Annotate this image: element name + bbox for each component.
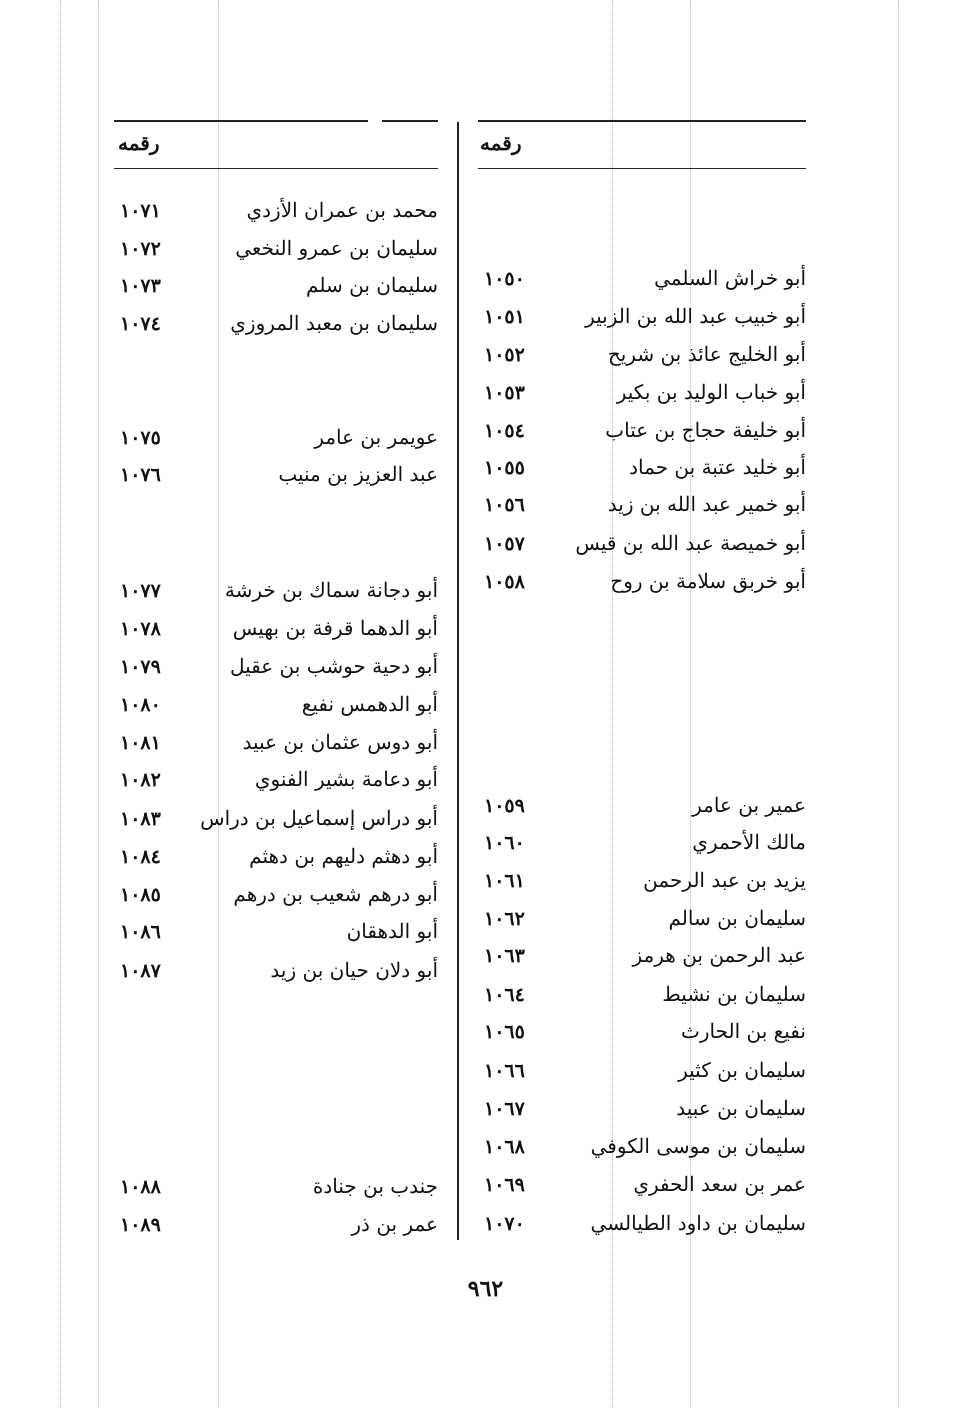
index-entry [116,236,438,266]
entry-name: أبو درهم شعيب بن درهم [233,882,438,906]
top-rule-left-short [382,120,438,122]
entry-name: أبو خليفة حجاج بن عتاب [605,418,806,442]
entry-number: ١٠٦٦ [484,1060,525,1082]
entry-number: ١٠٧٢ [120,238,161,260]
index-entry [480,1058,806,1088]
entry-number: ١٠٧١ [120,200,161,222]
entry-name: أبو دجانة سماك بن خرشة [224,578,438,602]
entry-name: أبو الدهمس نفيع [301,692,438,716]
index-entry [116,198,438,228]
index-entry [480,1019,806,1049]
index-entry [480,943,806,973]
index-entry [116,1174,438,1204]
index-entry [116,273,438,303]
entry-number: ١٠٨٤ [120,846,161,868]
scan-dots [898,0,899,1408]
entry-name: عبد العزيز بن منيب [278,462,438,486]
index-entry [116,958,438,988]
entry-number: ١٠٥٠ [484,268,525,290]
index-entry [480,455,806,485]
entry-name: أبو خباب الوليد بن بكير [616,380,806,404]
entry-number: ١٠٨٢ [120,769,161,791]
entry-number: ١٠٥٥ [484,457,525,479]
index-entry [480,418,806,448]
entry-name: أبو دوس عثمان بن عبيد [242,730,438,754]
index-entry [480,793,806,823]
entry-name: يزيد بن عبد الرحمن [643,868,806,892]
top-rule-left [114,120,368,122]
entry-name: سليمان بن موسى الكوفي [590,1134,806,1158]
entry-number: ١٠٦٥ [484,1021,525,1043]
entry-number: ١٠٨٩ [120,1214,161,1236]
index-entry [116,425,438,455]
entry-name: مالك الأحمري [692,830,806,854]
entry-name: عمير بن عامر [692,793,806,817]
entry-number: ١٠٨١ [120,732,161,754]
entry-name: أبو دراس إسماعيل بن دراس [200,806,438,830]
index-entry [480,868,806,898]
entry-name: محمد بن عمران الأزدي [246,198,438,222]
entry-number: ١٠٥٧ [484,533,525,555]
entry-name: أبو خليد عتبة بن حماد [629,455,806,479]
entry-number: ١٠٦٨ [484,1136,525,1158]
index-entry [116,844,438,874]
index-entry [480,531,806,561]
index-entry [116,730,438,760]
index-entry [480,1172,806,1202]
entry-number: ١٠٧٨ [120,618,161,640]
entry-number: ١٠٥٢ [484,344,525,366]
index-entry [480,1096,806,1126]
entry-name: سليمان بن كثير [678,1058,806,1082]
column-divider [457,122,459,1240]
index-entry [480,266,806,296]
entry-name: نفيع بن الحارث [680,1019,806,1043]
index-entry [116,882,438,912]
entry-number: ١٠٧٠ [484,1213,525,1235]
entry-name: عمر بن سعد الحفري [633,1172,806,1196]
scan-dots [98,0,99,1408]
left-column-header: رقمه [118,131,160,155]
entry-number: ١٠٦٩ [484,1174,525,1196]
entry-name: أبو دلان حيان بن زيد [270,958,438,982]
entry-name: أبو الخليج عائذ بن شريح [607,342,806,366]
entry-number: ١٠٦٠ [484,832,525,854]
entry-name: أبو دهثم دليهم بن دهثم [249,844,438,868]
index-entry [480,982,806,1012]
index-entry [116,919,438,949]
entry-number: ١٠٥٩ [484,795,525,817]
entry-number: ١٠٥٨ [484,571,525,593]
entry-number: ١٠٧٣ [120,275,161,297]
entry-number: ١٠٦١ [484,870,525,892]
scan-dots [60,0,61,1408]
index-entry [480,830,806,860]
entry-number: ١٠٧٥ [120,427,161,449]
entry-name: عويمر بن عامر [314,425,438,449]
entry-name: أبو دعامة بشير الفنوي [254,767,438,791]
entry-number: ١٠٧٤ [120,313,161,335]
entry-number: ١٠٥٤ [484,420,525,442]
entry-name: أبو خميصة عبد الله بن قيس [575,531,806,555]
index-entry [116,616,438,646]
entry-number: ١٠٦٧ [484,1098,525,1120]
index-entry [116,311,438,341]
entry-name: أبو خبيب عبد الله بن الزبير [585,304,806,328]
entry-number: ١٠٨٠ [120,694,161,716]
entry-number: ١٠٨٨ [120,1176,161,1198]
right-column-header: رقمه [480,131,522,155]
entry-name: جندب بن جنادة [312,1174,438,1198]
entry-name: أبو خراش السلمي [654,266,806,290]
top-rule-right [478,120,806,122]
entry-name: عمر بن ذر [351,1212,438,1236]
index-entry [480,1134,806,1164]
index-entry [480,906,806,936]
index-entry [116,462,438,492]
entry-name: سليمان بن داود الطيالسي [590,1211,806,1235]
index-entry [116,692,438,722]
index-entry [480,380,806,410]
header-rule-right [478,168,806,169]
entry-name: سليمان بن نشيط [662,982,806,1006]
index-entry [480,492,806,522]
header-rule-left [114,168,438,169]
entry-name: سليمان بن سلم [306,273,438,297]
index-entry [116,654,438,684]
entry-number: ١٠٥٣ [484,382,525,404]
entry-name: أبو خمير عبد الله بن زيد [607,492,806,516]
entry-name: سليمان بن سالم [668,906,806,930]
entry-number: ١٠٥٦ [484,494,525,516]
entry-number: ١٠٨٧ [120,960,161,982]
entry-name: عبد الرحمن بن هرمز [632,943,806,967]
entry-name: سليمان بن معبد المروزي [230,311,438,335]
entry-number: ١٠٥١ [484,306,525,328]
index-entry [480,304,806,334]
index-entry [116,1212,438,1242]
page-number: ٩٦٢ [467,1276,504,1302]
entry-number: ١٠٨٣ [120,808,161,830]
entry-name: أبو دحية حوشب بن عقيل [229,654,438,678]
entry-name: سليمان بن عبيد [676,1096,806,1120]
entry-name: أبو الدهقان [346,919,438,943]
entry-name: سليمان بن عمرو النخعي [235,236,438,260]
entry-number: ١٠٧٦ [120,464,161,486]
entry-number: ١٠٧٧ [120,580,161,602]
entry-number: ١٠٨٥ [120,884,161,906]
entry-number: ١٠٧٩ [120,656,161,678]
entry-number: ١٠٦٤ [484,984,525,1006]
index-entry [480,342,806,372]
entry-number: ١٠٦٢ [484,908,525,930]
index-entry [480,1211,806,1241]
entry-name: أبو الدهما قرفة بن بهيس [232,616,438,640]
entry-name: أبو خربق سلامة بن روح [610,569,806,593]
index-entry [116,767,438,797]
index-entry [116,578,438,608]
entry-number: ١٠٦٣ [484,945,525,967]
entry-number: ١٠٨٦ [120,921,161,943]
index-entry [480,569,806,599]
index-entry [116,806,438,836]
